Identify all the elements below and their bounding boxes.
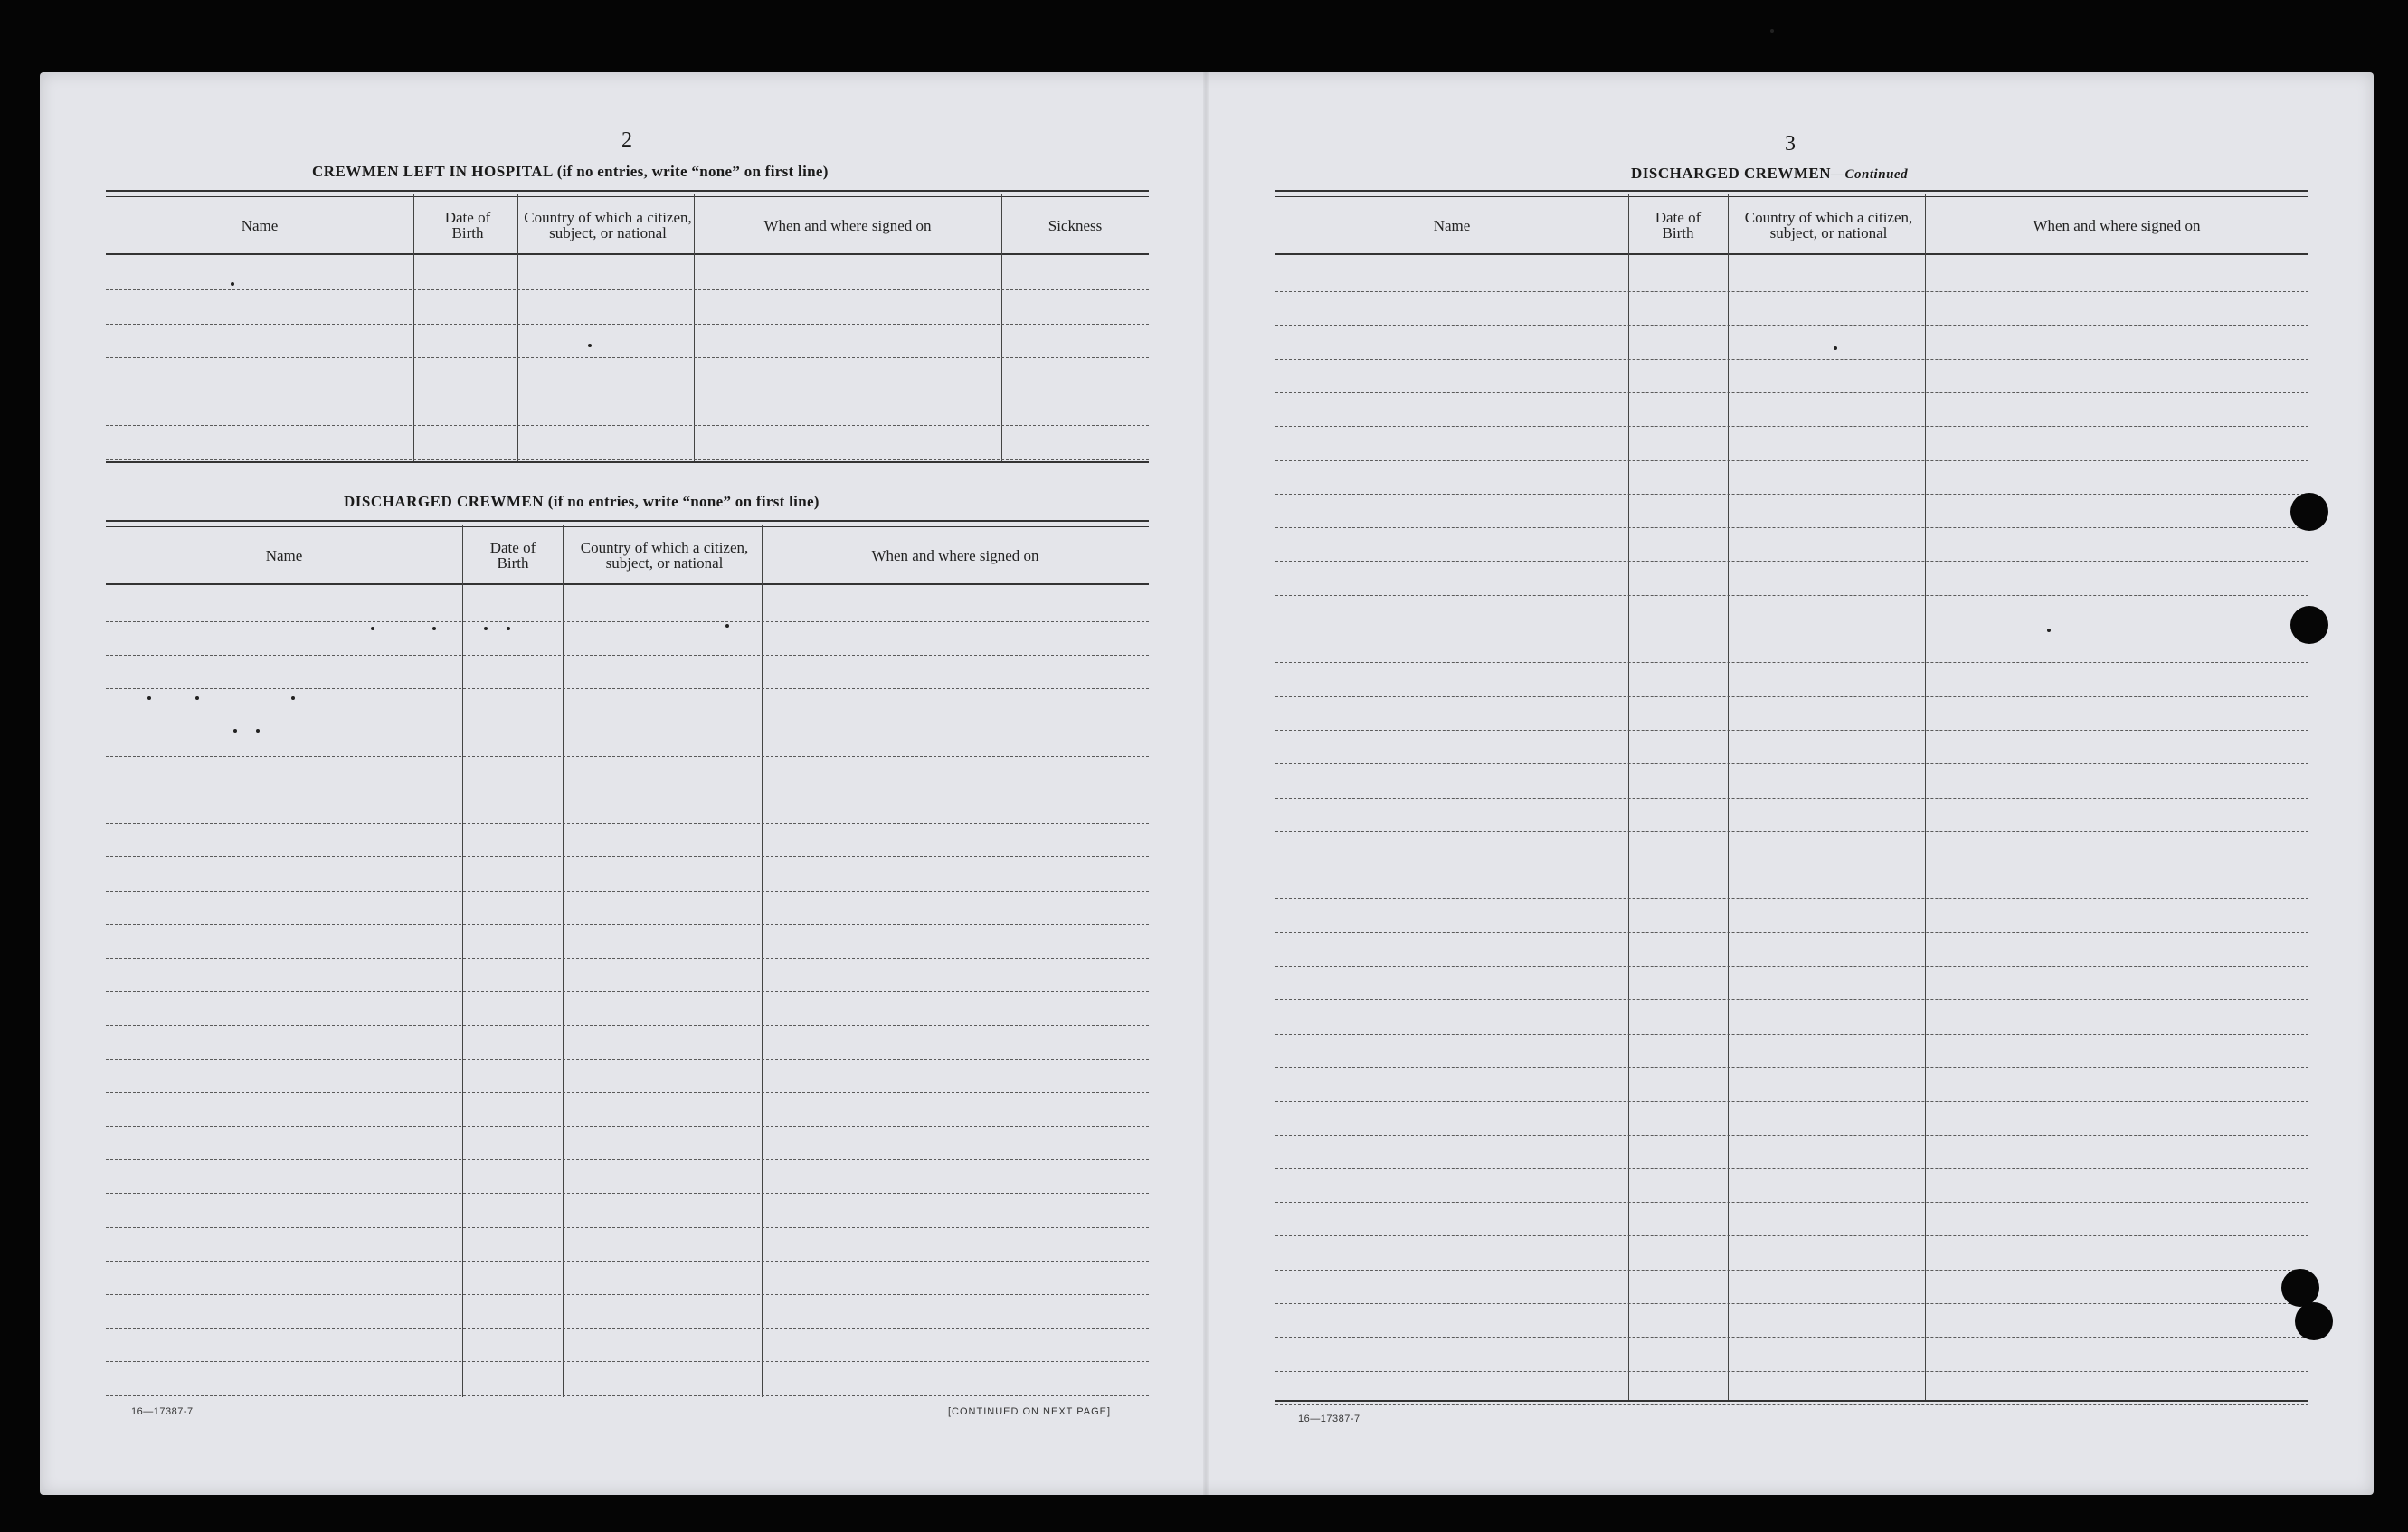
- col-header-when-where: When and where signed on: [763, 216, 932, 234]
- scan-speck: [725, 624, 729, 628]
- ruled-line: [106, 357, 1149, 358]
- ruled-line: [106, 1126, 1149, 1127]
- ruled-line: [1275, 460, 2308, 461]
- header-bottom-rule: [106, 583, 1149, 585]
- col-header-country: Country of which a citizen, subject, or national: [580, 539, 749, 572]
- scan-speck: [233, 729, 237, 733]
- ruled-line: [106, 924, 1149, 925]
- ruled-line: [106, 1395, 1149, 1396]
- discharged-section-title: [344, 493, 820, 511]
- ruled-line: [1275, 392, 2308, 393]
- ruled-line: [1275, 932, 2308, 933]
- ruled-line: [1275, 494, 2308, 495]
- discharged-title-note: (if no entries, write “none” on first line): [547, 493, 820, 510]
- punch-hole: [2295, 1302, 2333, 1340]
- punch-hole: [2290, 606, 2328, 644]
- ruled-line: [1275, 1270, 2308, 1271]
- col-header-name: Name: [241, 216, 279, 234]
- ruled-line: [106, 425, 1149, 426]
- scan-speck: [147, 696, 151, 700]
- right-page-number: 3: [1785, 132, 1796, 156]
- ruled-line: [1275, 1067, 2308, 1068]
- ruled-line: [1275, 831, 2308, 832]
- col-header-dob: Date of Birth: [489, 539, 536, 572]
- ruled-line: [1275, 730, 2308, 731]
- ruled-line: [1275, 898, 2308, 899]
- table-top-rule: [106, 190, 1149, 197]
- discharged-title-text: DISCHARGED CREWMEN: [344, 493, 545, 510]
- header-bottom-rule: [106, 253, 1149, 255]
- col-header-country: Country of which a citizen, subject, or national: [524, 209, 692, 241]
- ruled-line: [1275, 527, 2308, 528]
- punch-hole: [2290, 493, 2328, 531]
- right-form-code: 16—17387-7: [1298, 1414, 1360, 1424]
- ruled-line: [106, 823, 1149, 824]
- continued-note: [CONTINUED ON NEXT PAGE]: [948, 1406, 1112, 1417]
- ruled-line: [106, 688, 1149, 689]
- hospital-section-title: [312, 163, 829, 181]
- ruled-line: [1275, 359, 2308, 360]
- scan-speck: [291, 696, 295, 700]
- scan-speck: [231, 282, 234, 286]
- scan-speck: [432, 627, 436, 630]
- ruled-line: [106, 459, 1149, 460]
- col-header-sickness: Sickness: [1048, 216, 1103, 234]
- scan-speck: [195, 696, 199, 700]
- hospital-title-note: (if no entries, write “none” on first line): [556, 163, 829, 180]
- ruled-line: [1275, 325, 2308, 326]
- discharged-continued-title-text: DISCHARGED CREWMEN: [1631, 165, 1832, 182]
- ruled-line: [1275, 1135, 2308, 1136]
- discharged-continued-title: [1631, 165, 1908, 183]
- ruled-line: [106, 1193, 1149, 1194]
- column-divider: [517, 194, 518, 461]
- ruled-line: [1275, 1337, 2308, 1338]
- ruled-line: [106, 1328, 1149, 1329]
- ruled-line: [106, 958, 1149, 959]
- header-bottom-rule: [1275, 253, 2308, 255]
- ruled-line: [106, 756, 1149, 757]
- scan-speck: [371, 627, 374, 630]
- continued-label: —Continued: [1831, 167, 1909, 182]
- ruled-line: [106, 1227, 1149, 1228]
- ruled-line: [1275, 426, 2308, 427]
- ruled-line: [1275, 763, 2308, 764]
- ruled-line: [1275, 1404, 2308, 1405]
- ruled-line: [106, 1025, 1149, 1026]
- ruled-line: [1275, 696, 2308, 697]
- ruled-line: [1275, 1168, 2308, 1169]
- scan-speck: [2047, 629, 2051, 632]
- ruled-line: [1275, 595, 2308, 596]
- ruled-line: [1275, 966, 2308, 967]
- ruled-line: [106, 1092, 1149, 1093]
- discharged-table-right: [1275, 190, 2308, 1400]
- ruled-line: [106, 1261, 1149, 1262]
- ruled-line: [106, 1361, 1149, 1362]
- ruled-line: [106, 1294, 1149, 1295]
- col-header-name: Name: [265, 546, 303, 564]
- ruled-line: [1275, 999, 2308, 1000]
- ruled-line: [106, 991, 1149, 992]
- ruled-line: [1275, 1034, 2308, 1035]
- ruled-line: [106, 324, 1149, 325]
- scan-speck: [256, 729, 260, 733]
- col-header-dob: Date of Birth: [444, 209, 491, 241]
- ruled-line: [1275, 1235, 2308, 1236]
- scan-speck: [484, 627, 488, 630]
- table-top-rule: [106, 520, 1149, 527]
- ruled-line: [106, 1159, 1149, 1160]
- col-header-when-where: When and where signed on: [2033, 216, 2201, 234]
- ruled-line: [1275, 662, 2308, 663]
- col-header-when-where: When and where signed on: [871, 546, 1039, 564]
- ruled-line: [1275, 1202, 2308, 1203]
- scan-speck: [588, 344, 592, 347]
- hospital-table: [106, 190, 1149, 461]
- punch-hole: [2281, 1269, 2319, 1307]
- ruled-line: [1275, 1101, 2308, 1102]
- col-header-country: Country of which a citizen, subject, or national: [1744, 209, 1913, 241]
- scan-speck: [1834, 346, 1837, 350]
- col-header-dob: Date of Birth: [1654, 209, 1702, 241]
- table-bottom-rule: [106, 461, 1149, 463]
- table-bottom-rule: [1275, 1400, 2308, 1402]
- ruled-line: [1275, 798, 2308, 799]
- ruled-line: [106, 289, 1149, 290]
- col-header-name: Name: [1433, 216, 1471, 234]
- left-page-number: 2: [621, 128, 632, 152]
- ruled-line: [106, 655, 1149, 656]
- table-top-rule: [1275, 190, 2308, 197]
- ruled-line: [1275, 561, 2308, 562]
- hospital-title-text: CREWMEN LEFT IN HOSPITAL: [312, 163, 553, 180]
- ruled-line: [1275, 1371, 2308, 1372]
- left-form-code: 16—17387-7: [131, 1406, 194, 1417]
- page-fold: [1203, 72, 1209, 1495]
- ruled-line: [106, 856, 1149, 857]
- ruled-line: [106, 1059, 1149, 1060]
- scan-speck: [1770, 29, 1774, 33]
- scan-speck: [507, 627, 510, 630]
- column-divider: [413, 194, 414, 461]
- ruled-line: [1275, 291, 2308, 292]
- ruled-line: [106, 891, 1149, 892]
- discharged-table-left: [106, 520, 1149, 1397]
- ruled-line: [106, 621, 1149, 622]
- ruled-line: [1275, 1303, 2308, 1304]
